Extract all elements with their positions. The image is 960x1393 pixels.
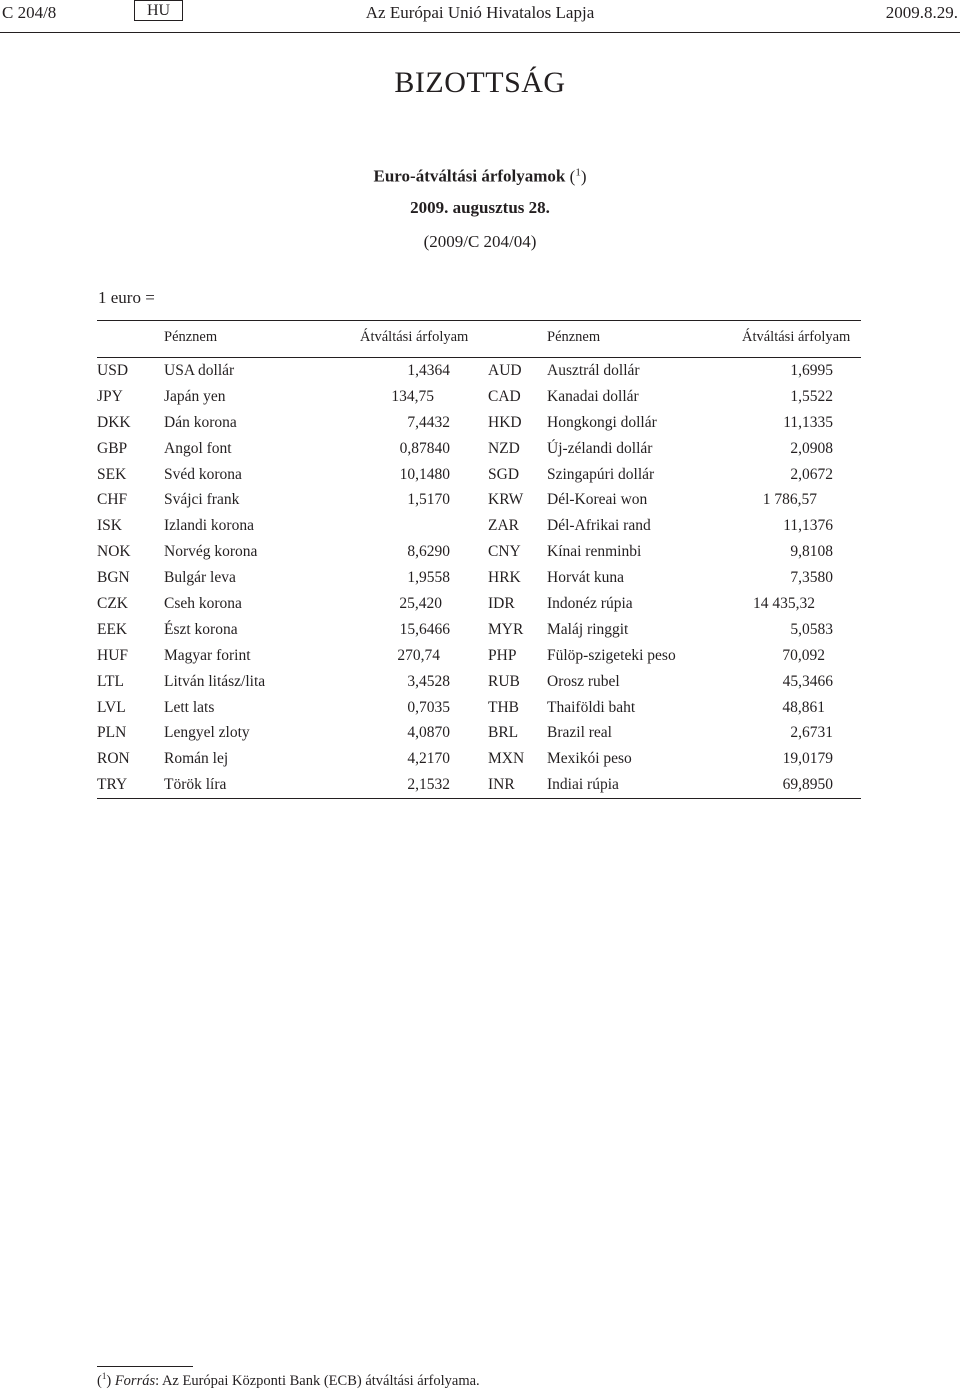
currency-name: Svéd korona <box>164 465 242 483</box>
table-row <box>97 462 861 488</box>
currency-name-2: Szingapúri dollár <box>547 465 655 483</box>
exchange-rate: 4,0870 <box>407 724 450 742</box>
table-row <box>97 617 861 643</box>
currency-code: JPY <box>97 387 123 405</box>
currency-code: SEK <box>97 465 127 483</box>
currency-code-2: CNY <box>488 543 521 561</box>
exchange-rate-2: 48,861 <box>782 698 825 716</box>
exchange-rate-2: 19,0179 <box>782 750 833 768</box>
exchange-rate-2: 2,0908 <box>790 439 833 457</box>
currency-code-2: THB <box>488 698 519 716</box>
document-title <box>0 166 960 187</box>
currency-name-2: Ausztrál dollár <box>547 362 640 379</box>
currency-code: RON <box>97 750 130 768</box>
currency-code: CHF <box>97 491 128 509</box>
table-row <box>97 695 861 721</box>
currency-name-2: Maláj ringgit <box>547 620 629 638</box>
currency-name: Magyar forint <box>164 646 251 664</box>
table-row <box>97 436 861 462</box>
exchange-rate-2: 9,8108 <box>790 543 833 561</box>
currency-name: Lett lats <box>164 698 215 716</box>
exchange-rate: 270,74 <box>397 646 440 664</box>
currency-code-2: SGD <box>488 465 520 483</box>
currency-name: Észt korona <box>164 620 238 638</box>
exchange-rate: 3,4528 <box>407 672 450 690</box>
exchange-rate: 15,6466 <box>399 620 450 638</box>
language-badge: HU <box>134 0 183 21</box>
currency-code: HUF <box>97 646 129 664</box>
currency-code: ISK <box>97 517 122 535</box>
currency-code: TRY <box>97 776 128 794</box>
table-row <box>97 746 861 772</box>
currency-code-2: MYR <box>488 620 524 638</box>
table-row <box>97 669 861 695</box>
table-row <box>97 410 861 436</box>
currency-name-2: Dél-Koreai won <box>547 491 648 509</box>
document-reference: (2009/C 204/04) <box>423 232 537 251</box>
table-row <box>97 539 861 565</box>
currency-code: LTL <box>97 672 124 690</box>
currency-name-2: Új-zélandi dollár <box>547 439 653 457</box>
currency-name-2: Kanadai dollár <box>547 387 639 405</box>
footnote: ($^1$) Forrás: Az Európai Központi Bank (ECB) átváltási árfolyama. <box>97 1371 480 1389</box>
exchange-rate: 1,5170 <box>407 491 450 509</box>
currency-code: PLN <box>97 724 127 742</box>
currency-name-2: Dél-Afrikai rand <box>547 517 651 535</box>
table-header <box>97 321 861 358</box>
currency-name-2: Fülöp-szigeteki peso <box>547 646 676 664</box>
exchange-rate-2: 1,6995 <box>790 362 833 379</box>
currency-code-2: NZD <box>488 439 520 457</box>
exchange-rate-2: 1 786,57 <box>762 491 817 509</box>
currency-name-2: Indonéz rúpia <box>547 595 633 613</box>
currency-name-2: Horvát kuna <box>547 569 625 587</box>
currency-name-2: Indiai rúpia <box>547 776 619 794</box>
document-title-text: Euro-átváltási árfolyamok <box>373 166 566 186</box>
currency-code-2: AUD <box>488 362 522 379</box>
currency-code-2: HKD <box>488 413 522 431</box>
currency-name-2: Hongkongi dollár <box>547 413 657 431</box>
footnote-reference[interactable]: ($^1$) <box>569 166 587 186</box>
currency-code-2: PHP <box>488 646 517 664</box>
exchange-rate-2: 7,3580 <box>790 569 833 587</box>
table-row <box>97 513 861 539</box>
footnote-label: Forrás <box>114 1372 156 1389</box>
currency-code-2: INR <box>488 776 515 794</box>
currency-code: CZK <box>97 595 128 613</box>
exchange-rate: 1,9558 <box>407 569 450 587</box>
currency-code-2: ZAR <box>488 517 519 535</box>
currency-name: Litván litász/lita <box>164 672 266 690</box>
currency-code: EEK <box>97 620 128 638</box>
exchange-rate: 8,6290 <box>407 543 450 561</box>
table-row <box>97 591 861 617</box>
journal-title: Az Európai Unió Hivatalos Lapja <box>365 3 595 22</box>
currency-name: Román lej <box>164 750 229 768</box>
currency-name: Izlandi korona <box>164 517 254 535</box>
exchange-rate-2: 14 435,32 <box>753 595 815 613</box>
currency-name: Bulgár leva <box>164 569 236 587</box>
currency-name: Török líra <box>164 776 227 794</box>
currency-name: Dán korona <box>164 413 237 431</box>
exchange-rate-2: 5,0583 <box>790 620 833 638</box>
document-date: 2009. augusztus 28. <box>410 198 550 217</box>
exchange-rate-table <box>97 320 861 799</box>
currency-code: DKK <box>97 413 131 431</box>
footnote-divider <box>97 1366 193 1367</box>
currency-name: Japán yen <box>164 387 226 405</box>
exchange-rate: 134,75 <box>391 387 434 405</box>
column-header-rate-2: Átváltási árfolyam <box>742 329 851 345</box>
currency-code-2: IDR <box>488 595 515 613</box>
currency-code-2: RUB <box>488 672 520 690</box>
currency-name: Angol font <box>164 439 232 457</box>
currency-code-2: MXN <box>488 750 525 768</box>
issue-number: C 204/8 <box>2 3 57 22</box>
euro-base-label: 1 euro = <box>98 288 155 307</box>
currency-name-2: Brazil real <box>547 724 612 742</box>
currency-code-2: KRW <box>488 491 524 509</box>
currency-code: NOK <box>97 543 131 561</box>
exchange-rate-2: 70,092 <box>782 646 825 664</box>
table-body <box>97 358 861 798</box>
table-row <box>97 384 861 410</box>
table-row <box>97 565 861 591</box>
exchange-rate-2: 1,5522 <box>790 387 833 405</box>
currency-name-2: Kínai renminbi <box>547 543 642 561</box>
currency-code: LVL <box>97 698 126 716</box>
currency-name-2: Mexikói peso <box>547 750 632 768</box>
exchange-rate: 4,2170 <box>407 750 450 768</box>
table-row <box>97 643 861 669</box>
currency-code: GBP <box>97 439 128 457</box>
column-header-currency: Pénznem <box>164 329 218 345</box>
exchange-rate-2: 2,6731 <box>790 724 833 742</box>
exchange-rate-2: 45,3466 <box>782 672 833 690</box>
currency-name: USA dollár <box>164 362 235 379</box>
currency-code: BGN <box>97 569 130 587</box>
exchange-rate: 0,7035 <box>407 698 450 716</box>
footnote-text: : Az Európai Központi Bank (ECB) átváltási árfolyama. <box>155 1372 480 1389</box>
section-title: BIZOTTSÁG <box>394 66 566 99</box>
exchange-rate-2: 69,8950 <box>782 776 833 794</box>
table-row <box>97 720 861 746</box>
currency-name-2: Thaiföldi baht <box>547 698 636 716</box>
currency-name-2: Orosz rubel <box>547 672 620 690</box>
currency-code: USD <box>97 362 129 379</box>
exchange-rate-2: 11,1335 <box>783 413 833 431</box>
exchange-rate: 1,4364 <box>407 362 450 379</box>
exchange-rate-2: 11,1376 <box>783 517 833 535</box>
table-row <box>97 772 861 798</box>
currency-code-2: BRL <box>488 724 519 742</box>
currency-code-2: HRK <box>488 569 521 587</box>
exchange-rate: 25,420 <box>399 595 442 613</box>
exchange-rate: 10,1480 <box>399 465 450 483</box>
table-row <box>97 358 861 384</box>
table-row <box>97 487 861 513</box>
currency-name: Norvég korona <box>164 543 258 561</box>
exchange-rate-2: 2,0672 <box>790 465 833 483</box>
currency-code-2: CAD <box>488 387 521 405</box>
page-header <box>0 0 960 33</box>
exchange-rate: 7,4432 <box>407 413 450 431</box>
footnote-marker: 1 <box>101 1371 107 1381</box>
column-header-rate: Átváltási árfolyam <box>360 329 469 345</box>
issue-date: 2009.8.29. <box>885 3 958 22</box>
currency-name: Cseh korona <box>164 595 242 613</box>
currency-name: Svájci frank <box>164 491 240 509</box>
column-header-currency-2: Pénznem <box>547 329 601 345</box>
currency-name: Lengyel zloty <box>164 724 250 742</box>
exchange-rate: 0,87840 <box>399 439 450 457</box>
exchange-rate: 2,1532 <box>407 776 450 794</box>
